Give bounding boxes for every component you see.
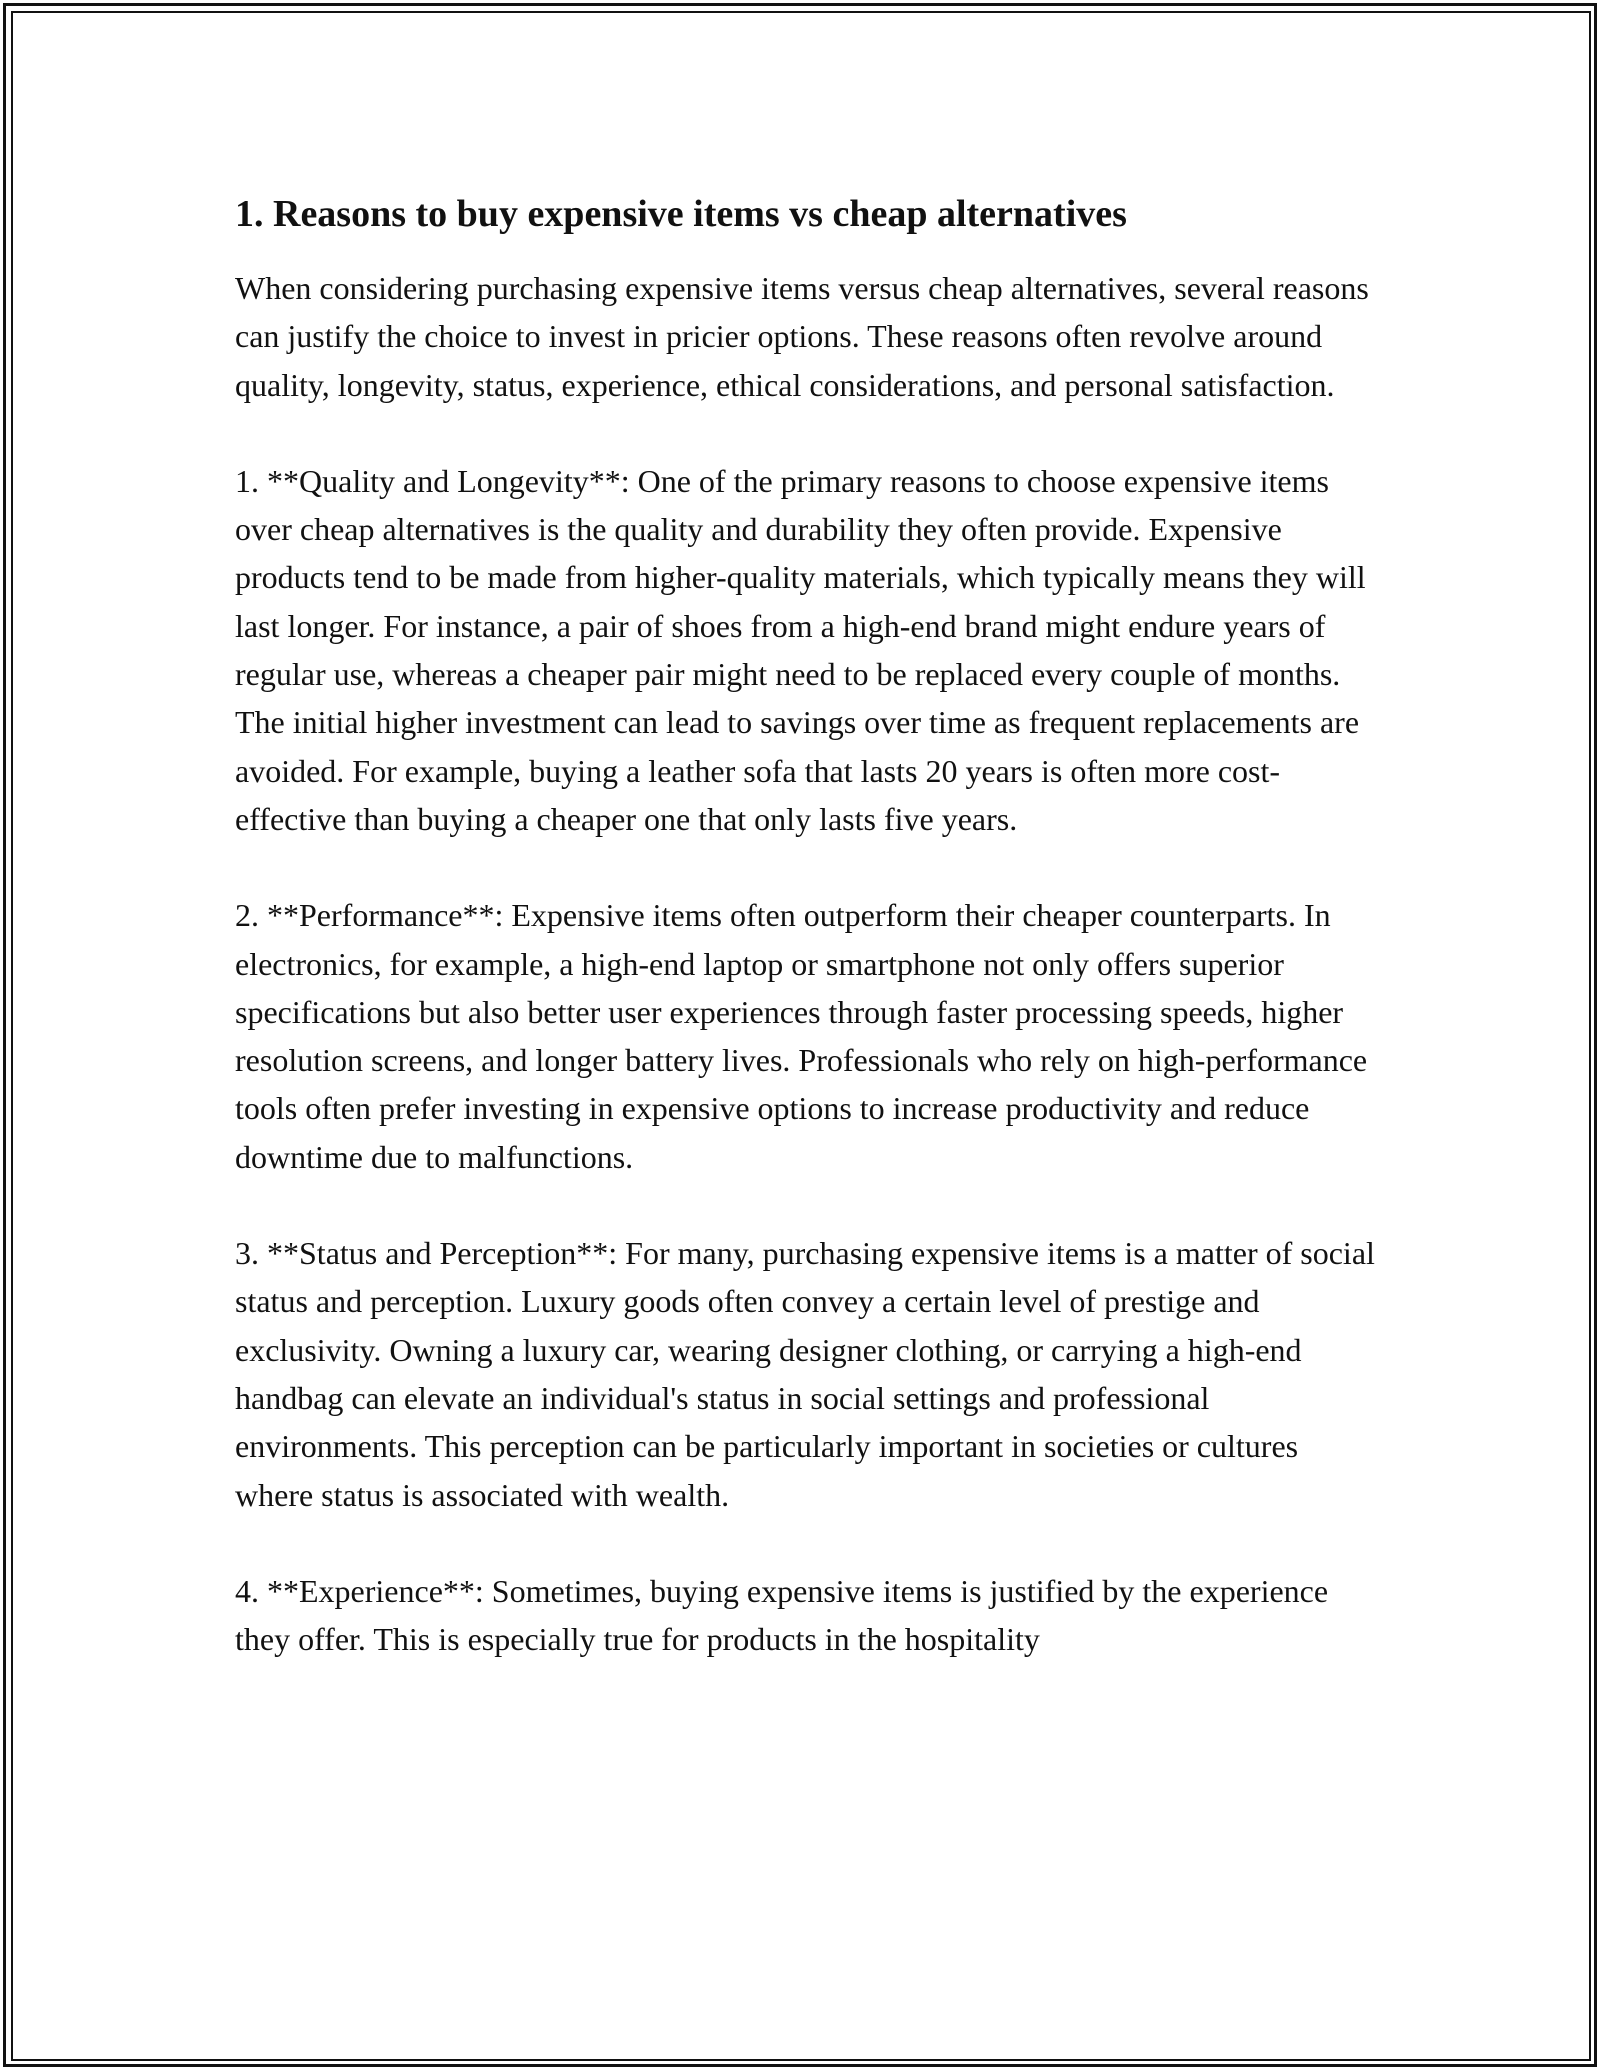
document-body xyxy=(235,186,1375,1711)
paragraph-status-perception: 3. **Status and Perception**: For many, purchasing expensive items is a matter of social status and perception. Luxury goods often convey a certain level of prestige and exclusivity. Owning a luxury car, wearing designer clothing, or carrying a high-end handbag can elevate an individual's status in social settings and professional environments. This perception can be particularly important in societies or cultures where status is associated with wealth. xyxy=(235,1235,1375,1513)
document-heading: 1. Reasons to buy expensive items vs cheap alternatives xyxy=(235,193,1127,235)
paragraph-quality-longevity: 1. **Quality and Longevity**: One of the primary reasons to choose expensive items over cheap alternatives is the quality and durability they often provide. Expensive products tend to be made from higher-quality materials, which typically means they will last longer. For instance, a pair of shoes from a high-end brand might endure years of regular use, whereas a cheaper pair might need to be replaced every couple of months. The initial higher investment can lead to savings over time as frequent replacements are avoided. For example, buying a leather sofa that lasts 20 years is often more cost-effective than buying a cheaper one that only lasts five years. xyxy=(235,462,1366,837)
paragraph-performance: 2. **Performance**: Expensive items often outperform their cheaper counterparts. In electronics, for example, a high-end laptop or smartphone not only offers superior specifications but also better user experiences through faster processing speeds, higher resolution screens, and longer battery lives. Professionals who rely on high-performance tools often prefer investing in expensive options to increase productivity and reduce downtime due to malfunctions. xyxy=(235,897,1368,1175)
intro-paragraph: When considering purchasing expensive items versus cheap alternatives, several reasons can justify the choice to invest in pricier options. These reasons often revolve around quality, longevity, status, experience, ethical considerations, and personal satisfaction. xyxy=(235,270,1369,403)
paragraph-experience: 4. **Experience**: Sometimes, buying expensive items is justified by the experience they offer. This is especially true for products in the hospitality xyxy=(235,1572,1329,1658)
